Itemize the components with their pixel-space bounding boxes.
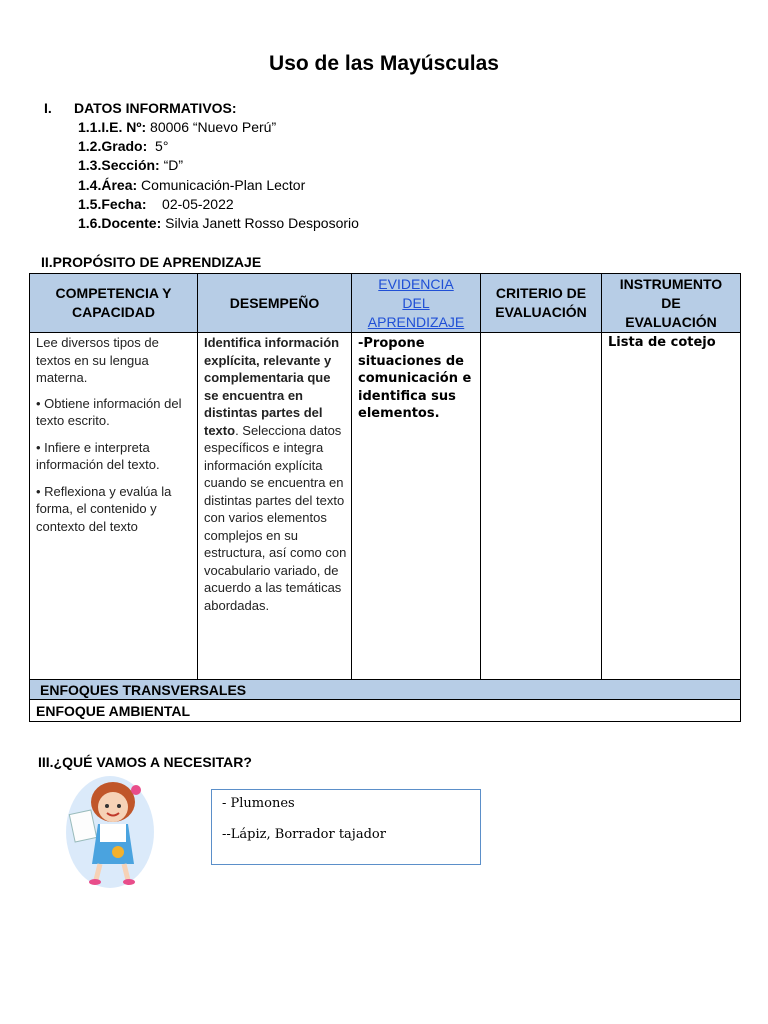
cell-criterio	[481, 333, 602, 680]
cell-desempeno	[198, 333, 352, 680]
header-instrumento: INSTRUMENTO DE EVALUACIÓN	[602, 274, 741, 333]
info-item-seccion: 1.3.Sección: “D”	[78, 157, 184, 173]
material-item: - Plumones	[222, 796, 295, 811]
cell-competencia	[30, 333, 198, 680]
info-item-ie: 1.1.I.E. Nº: 80006 “Nuevo Perú”	[78, 119, 277, 135]
header-desempeno: DESEMPEÑO	[198, 274, 352, 333]
info-item-grado: 1.2.Grado: 5°	[78, 138, 169, 154]
header-criterio: CRITERIO DE EVALUACIÓN	[481, 274, 602, 333]
section-1-title: DATOS INFORMATIVOS:	[74, 100, 237, 116]
competencia-text: Lee diversos tipos de textos en su lengua materna.	[36, 335, 159, 385]
info-item-docente: 1.6.Docente: Silvia Janett Rosso Desposorio	[78, 215, 359, 231]
enfoques-label: ENFOQUES TRANSVERSALES	[30, 680, 741, 700]
header-evidencia[interactable]: EVIDENCIA DEL APRENDIZAJE	[352, 274, 481, 333]
document-title: Uso de las Mayúsculas	[269, 52, 499, 75]
capacidad-item: • Reflexiona y evalúa la forma, el contenido y contexto del texto	[36, 483, 172, 534]
cell-evidencia: -Propone situaciones de comunicación e identifica sus elementos.	[352, 333, 481, 680]
capacidad-item: • Obtiene información del texto escrito.	[36, 395, 182, 428]
material-item: --Lápiz, Borrador tajador	[222, 827, 386, 842]
materials-box	[211, 789, 481, 865]
desempeno-rest: . Selecciona datos específicos e integra información explícita cuando se encuentra en distintas partes del texto con varios elementos complejos en su estructura, así como con vocabulario variado, de acuerdo a las temáticas abordadas.	[204, 422, 347, 613]
section-2-heading: II.PROPÓSITO DE APRENDIZAJE	[41, 254, 262, 270]
info-item-area: 1.4.Área: Comunicación-Plan Lector	[78, 177, 306, 193]
section-1-number: I.	[44, 100, 52, 116]
enfoque-value: ENFOQUE AMBIENTAL	[30, 700, 741, 722]
section-3-heading: III.¿QUÉ VAMOS A NECESITAR?	[38, 754, 252, 770]
desempeno-bold: Identifica información explícita, relevante y complementaria que se encuentra en distintas partes del texto	[204, 335, 340, 438]
cell-instrumento: Lista de cotejo	[602, 333, 741, 680]
header-competencia: COMPETENCIA Y CAPACIDAD	[30, 274, 198, 333]
info-item-fecha: 1.5.Fecha: 02-05-2022	[78, 196, 234, 212]
learning-purpose-table	[29, 273, 741, 722]
girl-with-paper-illustration	[60, 772, 160, 890]
capacidad-item: • Infiere e interpreta información del texto.	[36, 439, 160, 472]
section-1-heading	[44, 100, 237, 116]
